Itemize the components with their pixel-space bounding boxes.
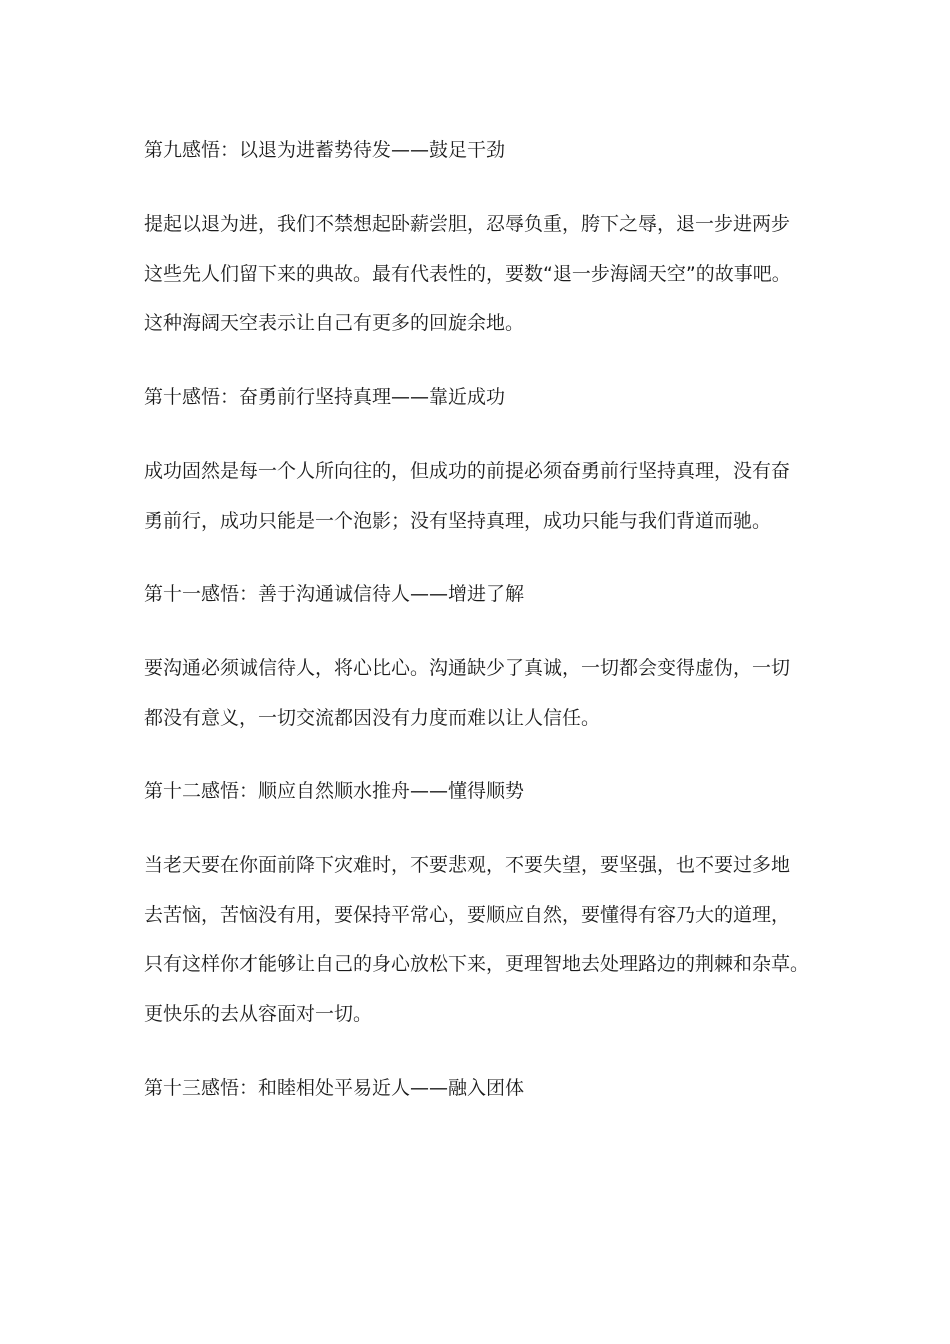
paragraph-line: 成功固然是每一个人所向往的，但成功的前提必须奋勇前行坚持真理，没有奋: [144, 460, 791, 482]
paragraph-line: 当老天要在你面前降下灾难时，不要悲观，不要失望，要坚强，也不要过多地: [144, 854, 791, 876]
paragraph-line: 提起以退为进，我们不禁想起卧薪尝胆，忍辱负重，胯下之辱，退一步进两步: [144, 213, 791, 235]
paragraph-line: 这种海阔天空表示让自己有更多的回旋余地。: [144, 312, 525, 334]
heading-eleventh: 第十一感悟：善于沟通诚信待人——增进了解: [144, 583, 525, 605]
heading-tenth: 第十感悟：奋勇前行坚持真理——靠近成功: [144, 386, 506, 408]
paragraph-line: 只有这样你才能够让自己的身心放松下来，更理智地去处理路边的荆棘和杂草。: [144, 953, 810, 975]
paragraph-line: 要沟通必须诚信待人，将心比心。沟通缺少了真诚，一切都会变得虚伪，一切: [144, 657, 791, 679]
heading-twelfth: 第十二感悟：顺应自然顺水推舟——懂得顺势: [144, 780, 525, 802]
paragraph-line: 勇前行，成功只能是一个泡影；没有坚持真理，成功只能与我们背道而驰。: [144, 510, 772, 532]
heading-ninth: 第九感悟：以退为进蓄势待发——鼓足干劲: [144, 139, 506, 161]
paragraph-line: 这些先人们留下来的典故。最有代表性的，要数“退一步海阔天空”的故事吧。: [144, 263, 791, 285]
paragraph-line: 更快乐的去从容面对一切。: [144, 1003, 373, 1025]
paragraph-line: 去苦恼，苦恼没有用，要保持平常心，要顺应自然，要懂得有容乃大的道理，: [144, 904, 791, 926]
heading-thirteenth: 第十三感悟：和睦相处平易近人——融入团体: [144, 1077, 525, 1099]
paragraph-line: 都没有意义，一切交流都因没有力度而难以让人信任。: [144, 707, 601, 729]
